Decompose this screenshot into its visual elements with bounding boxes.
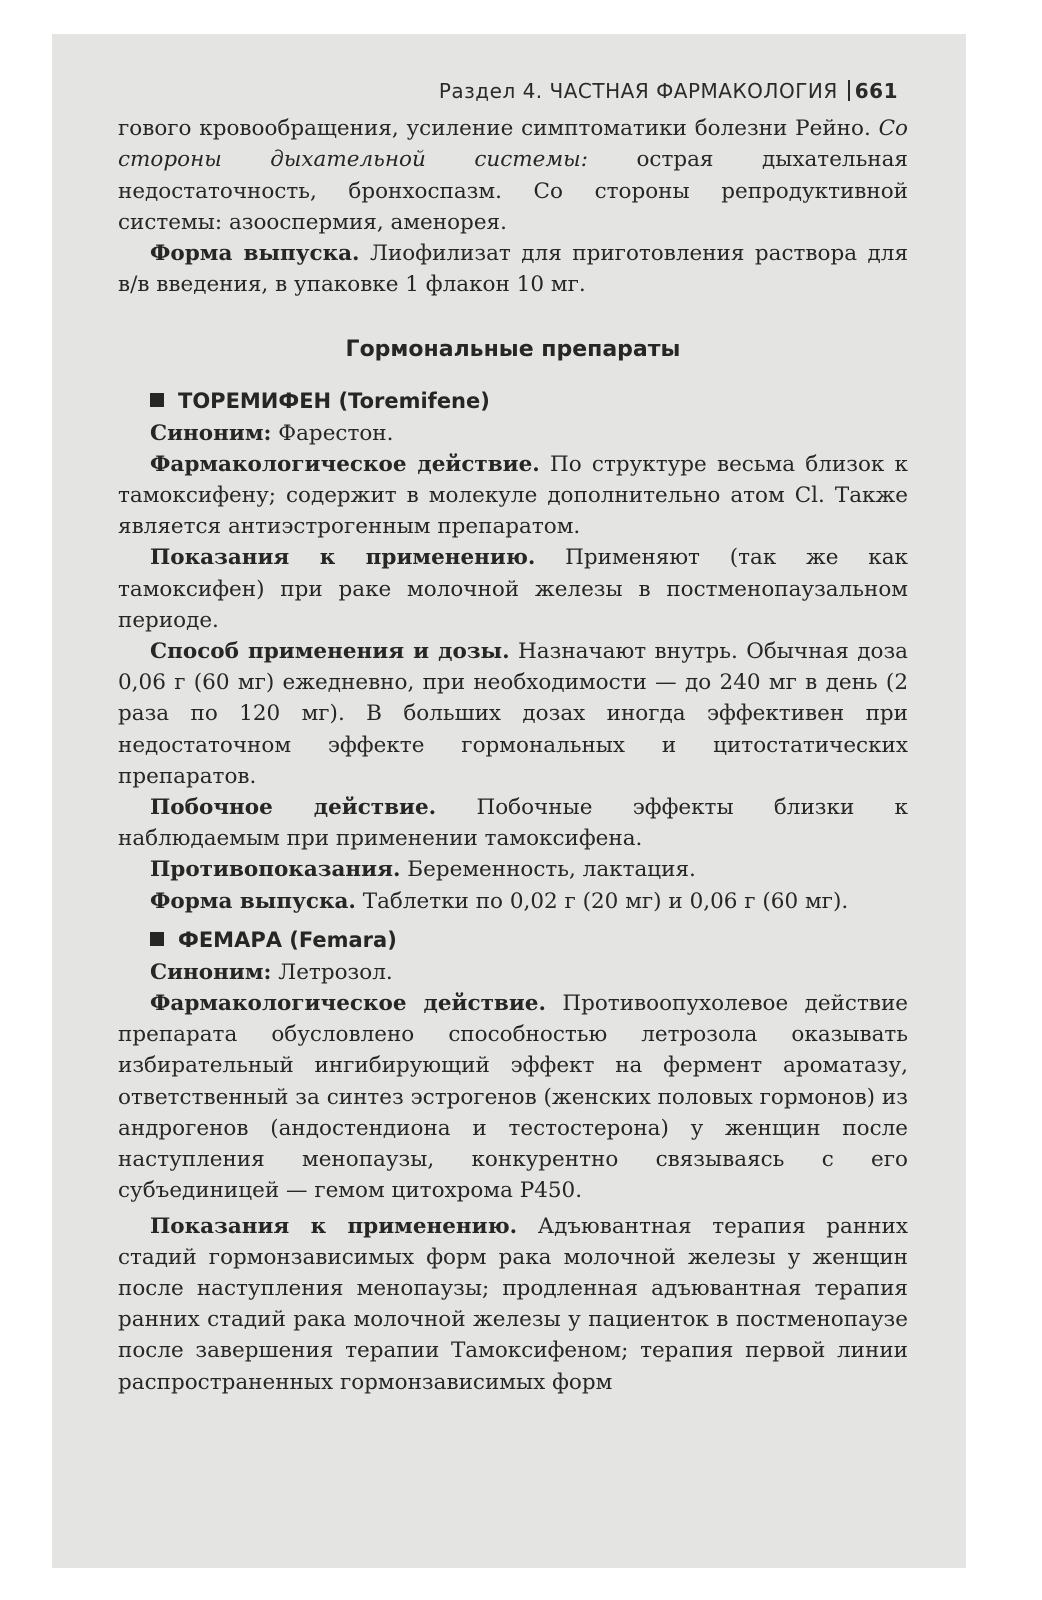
form-text: Таблетки по 0,02 г (20 мг) и 0,06 г (60 мг). (355, 888, 849, 914)
synonym-label: Синоним: (150, 420, 272, 446)
drug1-synonym (118, 418, 908, 449)
action-label: Фармакологическое действие. (150, 451, 540, 477)
drug1-dosage (118, 636, 908, 792)
running-head-section: Раздел 4. ЧАСТНАЯ ФАРМАКОЛОГИЯ (438, 79, 838, 103)
indications-label: Показания к применению. (150, 545, 536, 571)
intro-form-paragraph (118, 238, 908, 300)
side-effects-label: Побочное действие. (150, 795, 437, 821)
contraindications-label: Противопоказания. (150, 857, 401, 883)
dosage-text: Назначают внутрь. Обычная доза 0,06 г (60 мг) ежедневно, при необходимости — до 240 мг в день (2 раза по 120 мг). В больших дозах иногда эффективен при недостаточном эффекте гормональных и цитостатических препаратов. (118, 639, 908, 789)
drug1-contraindications (118, 854, 908, 885)
dosage-label: Способ применения и дозы. (150, 639, 510, 665)
indications-text: Применяют (так же как тамоксифен) при раке молочной железы в постменопаузальном периоде. (118, 545, 908, 633)
drug-title-femara (150, 923, 908, 957)
page-number: 661 (854, 79, 898, 103)
synonym-text: Фарестон. (271, 420, 394, 446)
intro-text-cont: острая дыхательная недостаточность, бронхоспазм. Со стороны репродуктивной системы: азооспермия, аменорея. (118, 147, 908, 235)
intro-italic-label: Со стороны дыхательной системы: (118, 116, 908, 173)
intro-form-label: Форма выпуска. (150, 241, 360, 267)
drug1-form (118, 886, 908, 917)
square-bullet-icon (150, 932, 164, 946)
indications-label: Показания к применению. (150, 1213, 518, 1239)
drug-title-text: ФЕМАРА (Femara) (178, 927, 397, 952)
drug1-side-effects (118, 792, 908, 854)
intro-paragraph (118, 113, 908, 238)
drug1-action (118, 449, 908, 543)
drug1-indications (118, 542, 908, 636)
action-text: Противоопухолевое действие препарата обусловлено способностью летрозола оказывать избирательный ингибирующий эффект на фермент ароматазу, ответственный за синтез эстрогенов (женских половых гормонов) из андрогенов (андостендиона и тестостерона) у женщин после наступления менопаузы, конкурентно связываясь с его субъединицей — гемом цитохрома P450. (118, 991, 908, 1204)
contraindications-text: Беременность, лактация. (400, 857, 696, 883)
action-text: По структуре весьма близок к тамоксифену; содержит в молекуле дополнительно атом Cl. Также является антиэстрогенным препаратом. (118, 451, 908, 540)
drug2-synonym (118, 957, 908, 988)
intro-text: гового кровообращения, усиление симптоматики болезни Рейно. (118, 116, 879, 142)
indications-text: Адъювантная терапия ранних стадий гормонзависимых форм рака молочной железы у женщин после наступления менопаузы; продленная адъювантная терапия ранних стадий рака молочной железы у пациенток в постменопаузе после завершения терапии Тамоксифеном; терапия первой линии распространенных гормонзависимых форм (118, 1213, 908, 1395)
synonym-text: Летрозол. (271, 959, 393, 985)
running-head-divider (848, 80, 850, 101)
square-bullet-icon (150, 393, 164, 407)
drug-title-toremifene (150, 384, 908, 418)
synonym-label: Синоним: (150, 959, 272, 985)
section-heading: Гормональные препараты (345, 337, 681, 363)
action-label: Фармакологическое действие. (150, 991, 546, 1017)
side-effects-text: Побочные эффекты близки к наблюдаемым при применении тамоксифена. (118, 795, 908, 852)
form-label: Форма выпуска. (150, 888, 356, 914)
page-content (118, 76, 908, 1398)
running-head (118, 76, 898, 107)
drug-title-text: ТОРЕМИФЕН (Toremifene) (178, 388, 490, 413)
drug2-indications (118, 1211, 908, 1398)
intro-form-text: Лиофилизат для приготовления раствора для в/в введения, в упаковке 1 флакон 10 мг. (118, 241, 909, 298)
drug2-action (118, 988, 908, 1206)
